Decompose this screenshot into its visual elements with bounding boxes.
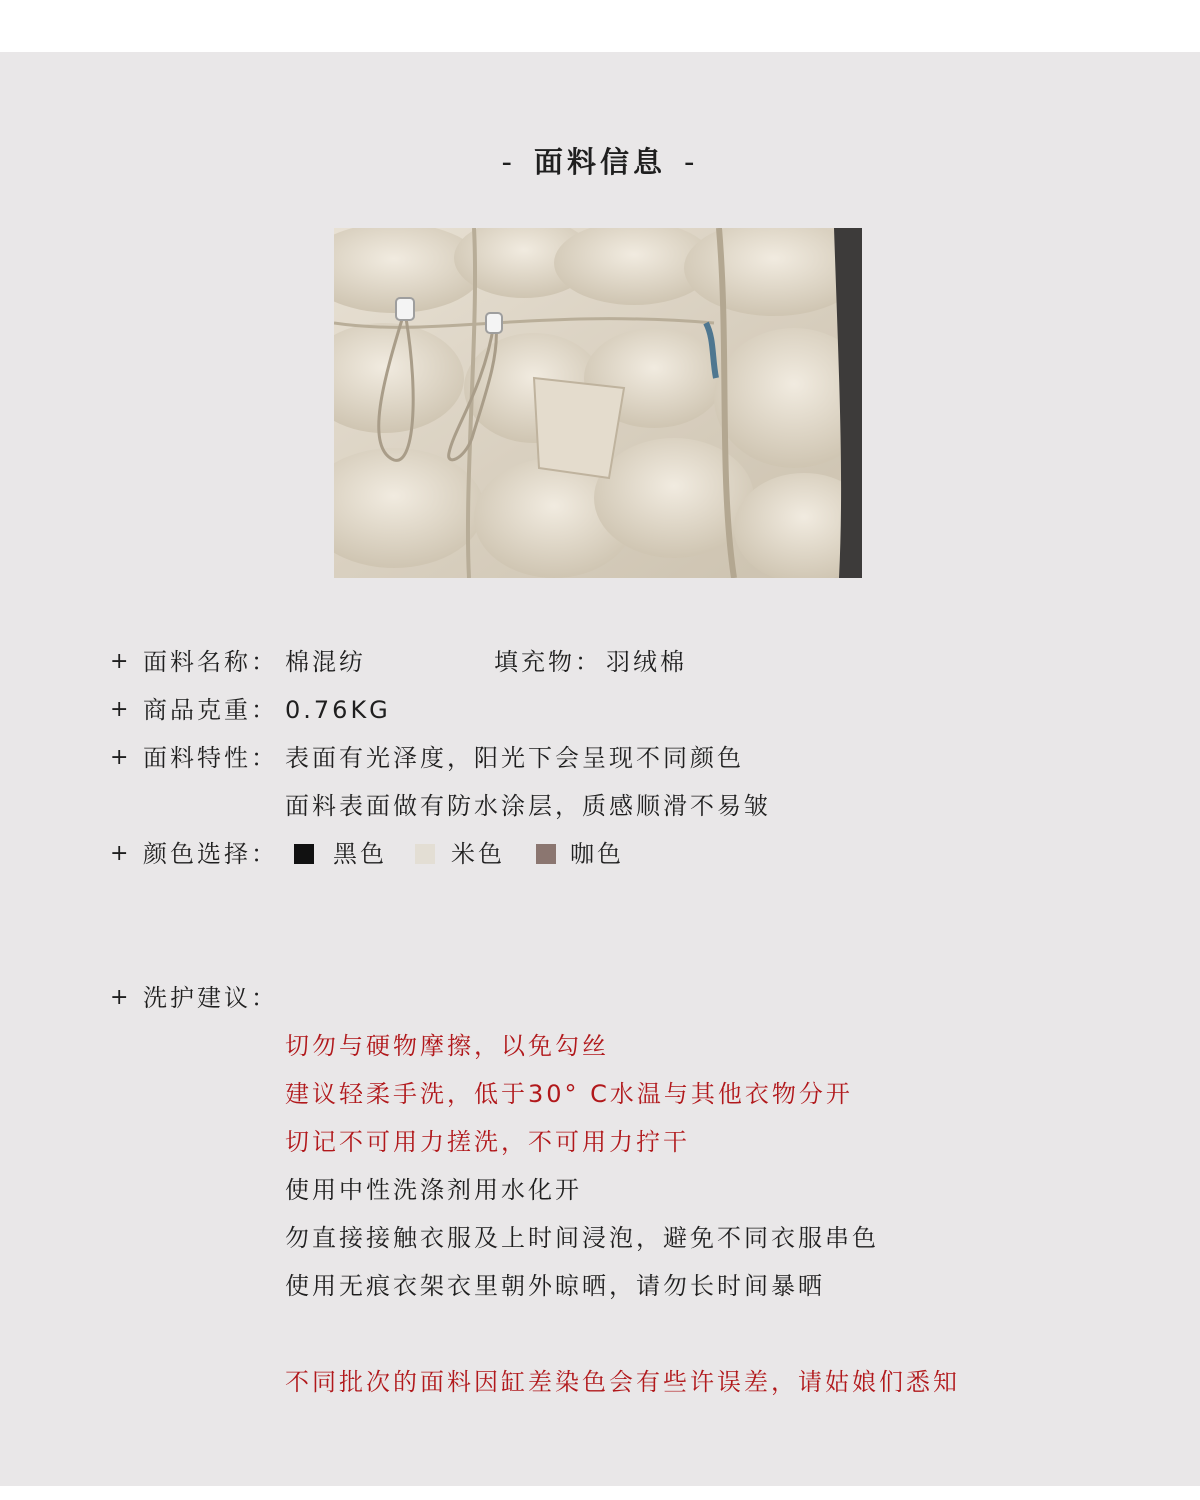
care-instruction: 建议轻柔手洗，低于30° C水温与其他衣物分开 bbox=[285, 1080, 853, 1108]
title-dash-right: - bbox=[684, 145, 699, 179]
properties-line-2: 面料表面做有防水涂层，质感顺滑不易皱 bbox=[285, 792, 771, 820]
weight-row bbox=[0, 695, 1200, 725]
colors-row bbox=[0, 839, 1200, 869]
color-swatch-coffee bbox=[536, 844, 556, 864]
properties-label: 面料特性： bbox=[143, 744, 278, 772]
color-swatch-black bbox=[294, 844, 314, 864]
properties-row-continued bbox=[0, 791, 1200, 821]
title-dash-left: - bbox=[501, 145, 516, 179]
bullet-plus: + bbox=[110, 697, 132, 722]
section-title bbox=[0, 140, 1200, 181]
bullet-plus: + bbox=[110, 841, 132, 866]
fabric-name-label: 面料名称： bbox=[143, 648, 278, 676]
bullet-plus: + bbox=[110, 745, 132, 770]
fabric-row bbox=[0, 647, 1200, 677]
color-swatch-beige bbox=[415, 844, 435, 864]
care-instruction: 切记不可用力搓洗，不可用力拧干 bbox=[285, 1128, 690, 1156]
filling-value: 羽绒棉 bbox=[606, 648, 687, 676]
properties-row bbox=[0, 743, 1200, 773]
color-variation-notice: 不同批次的面料因缸差染色会有些许误差，请姑娘们悉知 bbox=[285, 1368, 960, 1396]
care-instruction: 切勿与硬物摩擦，以免勾丝 bbox=[285, 1032, 609, 1060]
color-name-coffee: 咖色 bbox=[570, 840, 624, 868]
weight-value: 0.76KG bbox=[285, 696, 391, 724]
care-label: 洗护建议： bbox=[143, 984, 278, 1012]
properties-line-1: 表面有光泽度，阳光下会呈现不同颜色 bbox=[285, 744, 744, 772]
fabric-photo bbox=[334, 228, 862, 578]
colors-label: 颜色选择： bbox=[143, 840, 278, 868]
care-instruction: 使用无痕衣架衣里朝外晾晒，请勿长时间暴晒 bbox=[285, 1272, 825, 1300]
bullet-plus: + bbox=[110, 985, 132, 1010]
weight-label: 商品克重： bbox=[143, 696, 278, 724]
section-title-text: 面料信息 bbox=[533, 145, 666, 179]
care-instruction: 勿直接接触衣服及上时间浸泡，避免不同衣服串色 bbox=[285, 1224, 879, 1252]
care-instruction: 使用中性洗涤剂用水化开 bbox=[285, 1176, 582, 1204]
care-row bbox=[0, 983, 1200, 1013]
bullet-plus: + bbox=[110, 649, 132, 674]
fabric-name-value: 棉混纺 bbox=[285, 648, 366, 676]
color-name-black: 黑色 bbox=[333, 840, 387, 868]
filling-label: 填充物： bbox=[494, 648, 602, 676]
color-name-beige: 米色 bbox=[451, 840, 505, 868]
jacket-image bbox=[334, 228, 862, 578]
